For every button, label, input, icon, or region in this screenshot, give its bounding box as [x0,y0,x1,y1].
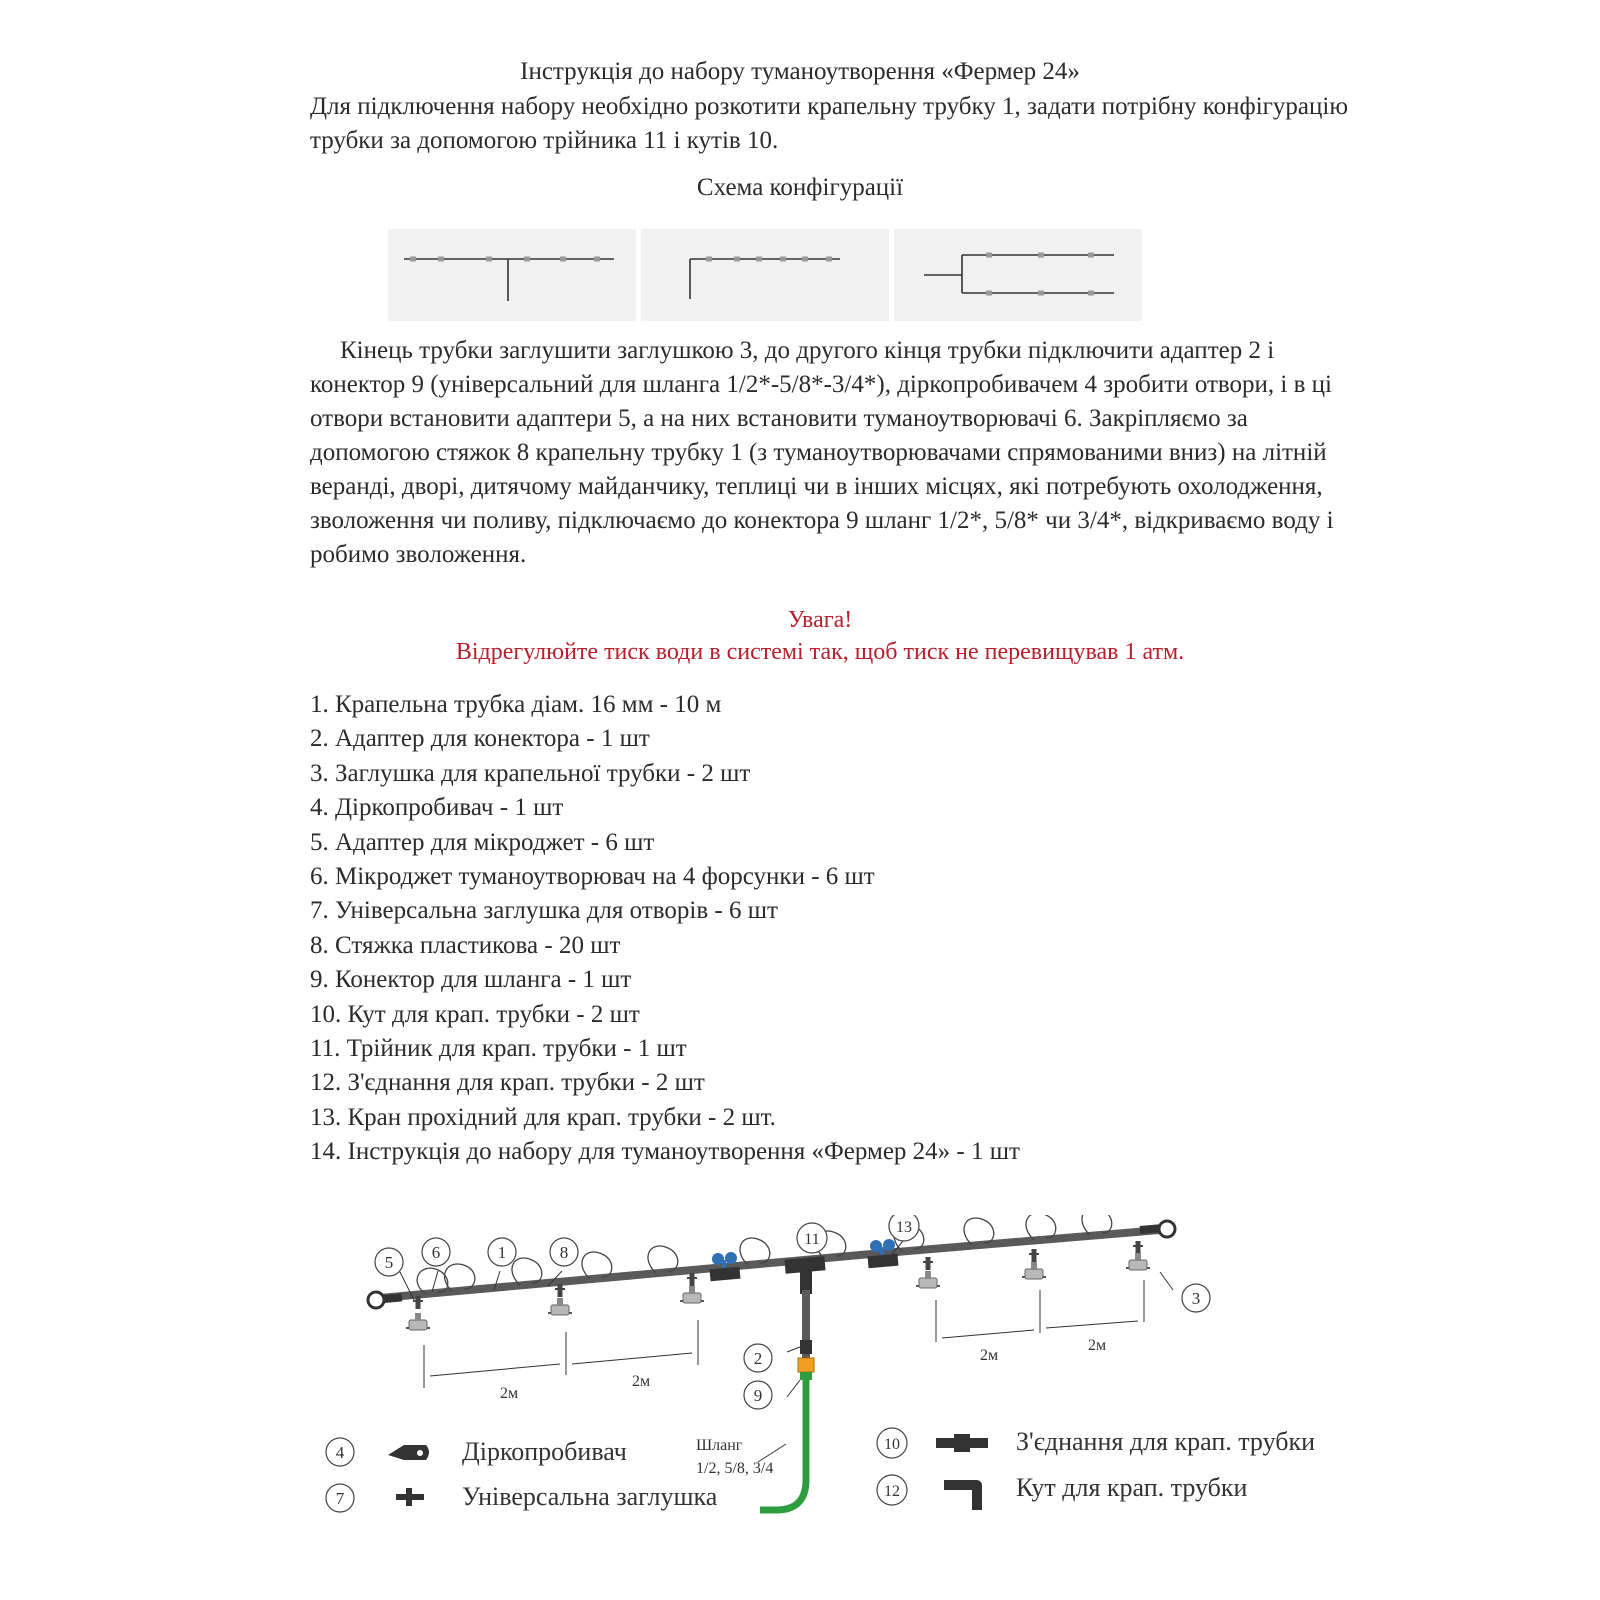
list-item: 14. Інструкція до набору для туманоутворення «Фермер 24» - 1 шт [310,1138,1020,1166]
misting-emitter-icon [548,1284,572,1315]
l-configuration-scheme [641,229,889,321]
assembly-diagram [300,1215,1380,1525]
misting-emitter-icon [680,1273,704,1303]
dimension-lines [424,1280,1144,1388]
callout-1 [488,1238,516,1266]
legend-elbow [877,1473,1248,1510]
misting-emitter-icon [916,1257,940,1288]
spacing-label: 2м [500,1385,519,1402]
svg-text:5: 5 [384,1253,394,1272]
spacing-label: 2м [632,1373,651,1390]
list-item: 11. Трійник для крап. трубки - 1 шт [310,1035,687,1063]
assembly-paragraph: Кінець трубки заглушити заглушкою 3, до другого кінця трубки підключити адаптер 2 і конектор 9 (універсальний для шланга 1/2*-5/8*-3/4*), діркопробивачем 4 зробити отвори, і в ці отвори встановити адаптери 5, а на них встановити туманоутворювачі 6. Закріпляємо за допомогою стяжок 8 крапельну трубку 1 (з туманоутворювачами спрямованими вниз) на літній веранді, дворі, дитячому майданчику, теплиці чи в інших місцях, які потребують охолодження, зволоження чи поливу, підключаємо до конектора 9 шланг 1/2*, 5/8* чи 3/4*, відкриваємо воду і робимо зволоження. [310,337,1334,568]
list-item: 10. Кут для крап. трубки - 2 шт [310,1000,640,1028]
list-item: 9. Конектор для шланга - 1 шт [310,966,632,994]
svg-text:3: 3 [1191,1289,1201,1308]
elbow-icon [944,1480,982,1510]
callout-9 [744,1381,772,1409]
svg-text:12: 12 [884,1483,900,1500]
list-item: 13. Кран прохідний для крап. трубки - 2 шт. [310,1103,776,1131]
spacing-label: 2м [1088,1337,1107,1354]
legend-joint [877,1427,1315,1458]
callout-8 [550,1238,578,1266]
svg-text:Кут для крап. трубки: Кут для крап. трубки [1016,1473,1248,1502]
parts-list [310,688,1020,1170]
list-item: 6. Мікроджет туманоутворювач на 4 форсунки - 6 шт [310,863,875,891]
legend-universal-plug [326,1482,718,1512]
callout-13 [889,1215,919,1241]
misting-emitter-icon [406,1296,430,1330]
list-item: 4. Діркопробивач - 1 шт [310,794,564,822]
callout-2 [744,1344,772,1372]
callout-5 [375,1248,403,1276]
spacing-label: 2м [980,1347,999,1364]
warning-text: Відрегулюйте тиск води в системі так, щоб тиск не перевищував 1 атм. [455,639,1185,665]
list-item: 1. Крапельна трубка діам. 16 мм - 10 м [310,691,722,718]
svg-text:7: 7 [335,1489,345,1508]
callout-6 [422,1238,450,1266]
svg-text:6: 6 [431,1243,441,1262]
list-item: 3. Заглушка для крапельної трубки - 2 шт [310,759,751,787]
warning-title: Увага! [787,607,853,633]
svg-text:З'єднання для крап. трубки: З'єднання для крап. трубки [1016,1427,1316,1456]
schema-title: Схема конфігурації [696,174,904,201]
callout-3 [1182,1284,1210,1312]
svg-text:10: 10 [884,1436,900,1453]
svg-text:8: 8 [559,1243,569,1262]
svg-text:Діркопробивач: Діркопробивач [462,1437,627,1466]
intro-paragraph: Для підключення набору необхідно розкотити крапельну трубку 1, задати потрібну конфігурацію трубки за допомогою трійника 11 і кутів 10. [310,93,1349,154]
list-item: 7. Універсальна заглушка для отворів - 6 шт [310,897,778,925]
svg-text:4: 4 [335,1443,345,1462]
legend-hole-punch [326,1437,627,1466]
misting-emitter-icon [1126,1241,1150,1270]
t-configuration-scheme [388,229,636,321]
hose-sizes-label: 1/2, 5/8, 3/4 [696,1460,774,1477]
list-item: 5. Адаптер для мікроджет - 6 шт [310,828,655,856]
joint-icon [936,1434,988,1452]
hose-label: Шланг [696,1437,743,1454]
svg-text:2: 2 [753,1349,763,1368]
list-item: 8. Стяжка пластикова - 20 шт [310,931,621,959]
svg-text:Універсальна заглушка: Універсальна заглушка [462,1482,718,1511]
svg-text:13: 13 [896,1219,912,1236]
universal-plug-icon [396,1488,424,1506]
svg-text:11: 11 [804,1231,820,1248]
hole-punch-icon [388,1445,429,1460]
list-item: 12. З'єднання для крап. трубки - 2 шт [310,1069,705,1097]
configuration-schemes [388,229,1142,321]
svg-text:9: 9 [753,1386,763,1405]
list-item: 2. Адаптер для конектора - 1 шт [310,725,650,753]
misting-emitter-icon [1022,1249,1046,1279]
fork-configuration-scheme [894,229,1142,321]
callout-11 [797,1223,827,1253]
document-title: Інструкція до набору туманоутворення «Фермер 24» [520,58,1080,85]
svg-text:1: 1 [497,1243,507,1262]
connector-icon [798,1358,814,1372]
adapter-icon [800,1340,812,1354]
tee-fitting-icon [784,1256,825,1294]
